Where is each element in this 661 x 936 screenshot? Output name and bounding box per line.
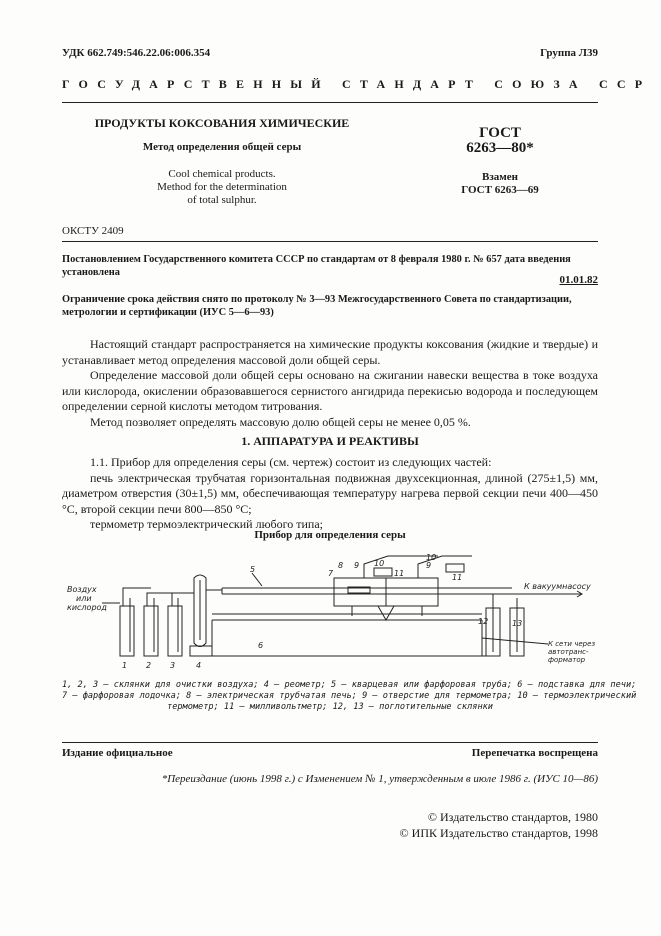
num-9-left: 9 [354,561,360,570]
num-7: 7 [328,569,334,578]
num-5: 5 [250,565,256,574]
replaces-number: ГОСТ 6263—69 [461,184,539,196]
section-line-1: 1.1. Прибор для определения серы (см. чертеж) состоит из следующих частей: [90,455,492,469]
english-title-2: Method for the determination [157,181,287,193]
figure-caption-3: термометр; 11 — милливольтметр; 12, 13 — поглотительные склянки [167,702,493,712]
restriction-line-2: метрологии и сертификации (ИУС 5—6—93) [62,307,274,318]
decree-line-1: Постановлением Государственного комитета СССР по стандартам от 8 февраля 1980 г. № 657 дата введения [62,254,571,265]
label-mains-1: К сети через [548,640,596,648]
restriction-line-1: Ограничение срока действия снято по протоколу № 3—93 Межгосударственного Совета по стандартизации, [62,294,572,305]
num-10-left: 10 [374,559,385,568]
section-line-3: термометр термоэлектрический любого типа; [90,517,324,531]
reissue-note: *Переиздание (июнь 1998 г.) с Изменением № 1, утвержденным в июле 1986 г. (ИУС 10—86) [161,773,598,785]
paragraph-limit: Метод позволяет определять массовую долю общей серы не менее 0,05 %. [90,414,471,429]
wash-bottle-2 [144,593,175,656]
paragraph-principle: Определение массовой доли общей серы основано на сжигании навески вещества в токе воздуха или кислорода, окислении образовавшегося сернистого ангидрида перекисью водорода и последующем определении серной кислоты методом титрования. [62,368,598,413]
figure-title: Прибор для определения серы [254,529,406,541]
gost-label: ГОСТ [479,125,521,141]
copyright-1998: © ИПК Издательство стандартов, 1998 [399,826,598,840]
num-10-right: 10 [426,553,437,562]
figure-caption-2: 7 — фарфоровая лодочка; 8 — электрическая трубчатая печь; 9 — отверстие для термометра; 10 — термоэлектрический [62,691,637,701]
paragraph-scope: Настоящий стандарт распространяется на химические продукты коксования (жидкие и твердые) и устанавливает метод определения массовой доли общей серы. [62,337,598,367]
quartz-tube [222,573,512,594]
official-edition: Издание официальное [62,747,173,759]
gost-number: 6263—80* [466,140,534,156]
footer-rule [62,742,598,743]
num-3: 3 [170,661,176,670]
num-12: 12 [478,617,489,626]
section-heading: 1. АППАРАТУРА И РЕАКТИВЫ [241,434,419,448]
label-air-2: или [76,594,92,603]
section-line-2: печь электрическая трубчатая горизонтальная подвижная двухсекционная, длиной (275±1,5) мм, диаметром отверстия (30±1,5) мм, обеспечивающая температуру нагрева первой секции печи 400—450 °С, второй секции печи 800—850 °С; [62,470,598,516]
group-code: Группа Л39 [540,47,598,59]
num-13: 13 [512,619,523,628]
decree-line-2: установлена [62,267,120,278]
reprint-notice: Перепечатка воспрещена [471,747,598,759]
standard-banner: ГОСУДАРСТВЕННЫЙ СТАНДАРТ СОЮЗА ССР [62,77,652,91]
english-title-1: Cool chemical products. [168,168,276,180]
figure-caption-1: 1, 2, 3 — склянки для очистки воздуха; 4 — реометр; 5 — кварцевая или фарфоровая труба; 6 — подставка для печи; [62,680,637,690]
num-8: 8 [338,561,344,570]
section-text [62,455,598,533]
body-text [62,337,598,430]
copyright-1980: © Издательство стандартов, 1980 [427,810,598,824]
num-6: 6 [258,641,264,650]
num-9-right: 9 [426,561,432,570]
millivoltmeter-right [446,564,464,572]
num-1: 1 [122,661,128,670]
english-title-3: of total sulphur. [187,194,257,206]
wash-bottle-1 [120,588,151,656]
udk-code: УДК 662.749:546.22.06:006.354 [62,47,211,59]
num-2: 2 [146,661,152,670]
num-11-right: 11 [452,573,463,582]
label-pump: К вакуумнасосу [524,582,591,591]
document-title: ПРОДУКТЫ КОКСОВАНИЯ ХИМИЧЕСКИЕ [94,116,350,130]
okstu-code: ОКСТУ 2409 [62,225,124,237]
title-block-rule [62,241,598,242]
label-mains-3: форматор [548,656,586,664]
apparatus-drawing [62,548,598,674]
millivoltmeter-left [374,568,392,576]
document-subtitle: Метод определения общей серы [142,141,302,153]
label-air-1: Воздух [67,585,97,594]
rheometer [190,575,222,656]
header-rule [62,102,598,103]
num-4: 4 [196,661,202,670]
furnace-stand [202,614,492,656]
num-11-left: 11 [394,569,405,578]
replaces-label: Взамен [482,171,518,183]
label-mains-2: автотранс- [548,648,589,656]
intro-date: 01.01.82 [559,274,598,286]
label-air-3: кислород [67,603,107,612]
mains-line [482,638,548,644]
